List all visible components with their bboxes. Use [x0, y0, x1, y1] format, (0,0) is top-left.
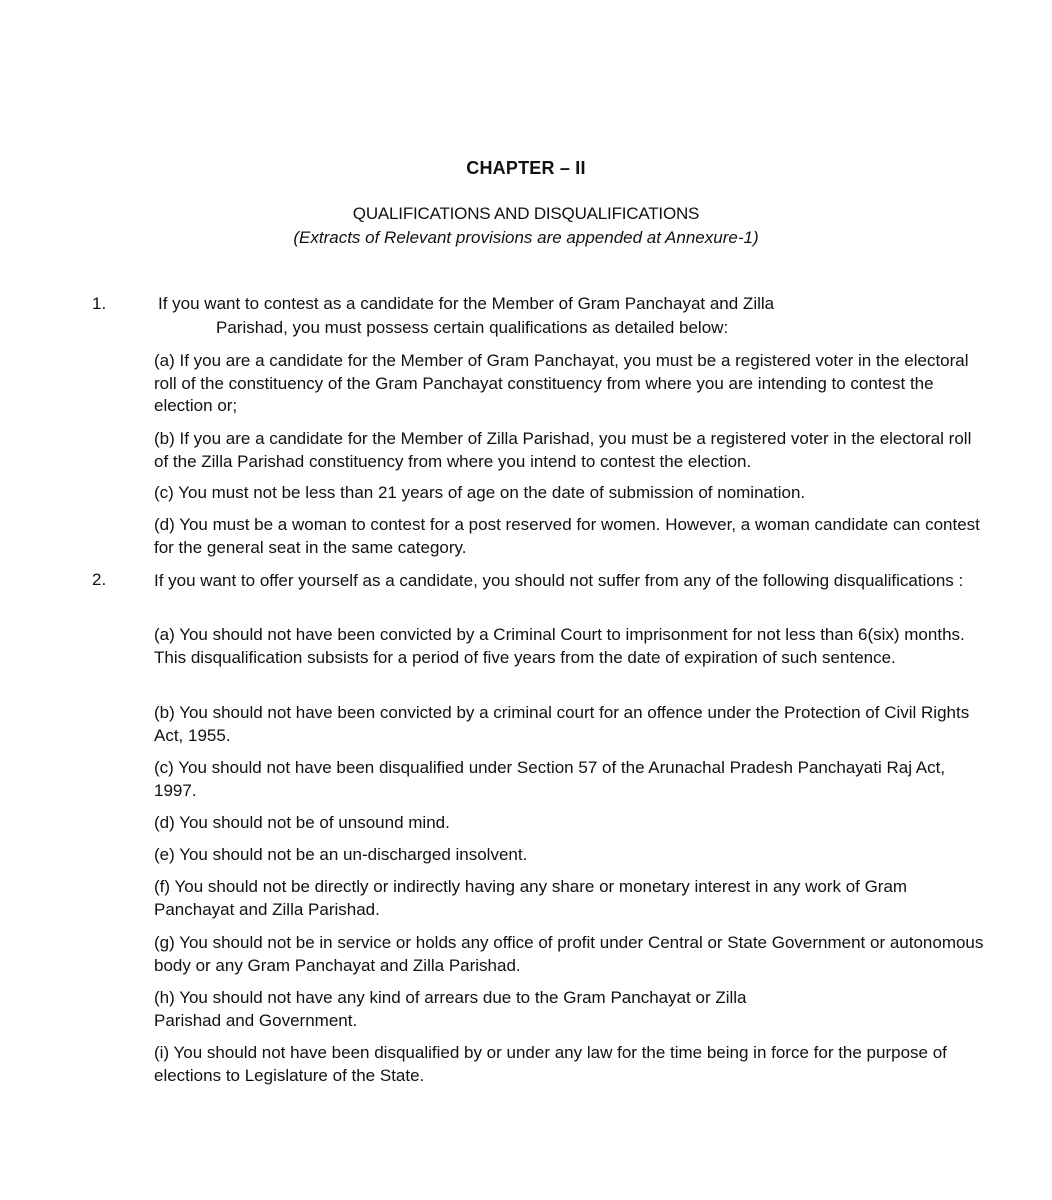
annexure-note: (Extracts of Relevant provisions are appended at Annexure-1) — [293, 228, 759, 247]
item-intro-line: Parishad, you must possess certain qualifications as detailed below: — [216, 318, 729, 337]
item-number: 2. — [92, 570, 107, 589]
clause: (a) If you are a candidate for the Member of Gram Panchayat, you must be a registered voter in the electoral roll of the constituency of the Gram Panchayat constituency from where you are intending to contest the election or; — [154, 351, 969, 415]
clause: (i) You should not have been disqualified by or under any law for the time being in force for the purpose of elections to Legislature of the State. — [154, 1043, 947, 1085]
clause: (a) You should not have been convicted by a Criminal Court to imprisonment for not less than 6(six) months. This disqualification subsists for a period of five years from the date of expiration of such sentence. — [154, 625, 965, 667]
clause: (d) You should not be of unsound mind. — [154, 813, 450, 832]
clause: (h) You should not have any kind of arrears due to the Gram Panchayat or Zilla — [154, 988, 747, 1007]
clause: (c) You must not be less than 21 years of age on the date of submission of nomination. — [154, 483, 806, 502]
section-title: QUALIFICATIONS AND DISQUALIFICATIONS — [352, 204, 700, 223]
clause: (b) If you are a candidate for the Member of Zilla Parishad, you must be a registered voter in the electoral roll of the Zilla Parishad constituency from where you intend to contest the election. — [154, 429, 972, 471]
clause: (b) You should not have been convicted by a criminal court for an offence under the Protection of Civil Rights Act, 1955. — [154, 703, 970, 745]
clause: (d) You must be a woman to contest for a post reserved for women. However, a woman candidate can contest for the general seat in the same category. — [154, 515, 980, 557]
clause: (f) You should not be directly or indirectly having any share or monetary interest in any work of Gram Panchayat and Zilla Parishad. — [154, 877, 908, 919]
item-intro-line: If you want to contest as a candidate for the Member of Gram Panchayat and Zilla — [158, 294, 775, 313]
clause: (e) You should not be an un-discharged insolvent. — [154, 845, 528, 864]
clause: (g) You should not be in service or holds any office of profit under Central or State Government or autonomous body or any Gram Panchayat and Zilla Parishad. — [154, 933, 984, 975]
clause: Parishad and Government. — [154, 1011, 358, 1030]
item-number: 1. — [92, 294, 107, 313]
item-intro: If you want to offer yourself as a candidate, you should not suffer from any of the following disqualifications : — [154, 571, 964, 590]
clause: (c) You should not have been disqualified under Section 57 of the Arunachal Pradesh Panchayati Raj Act, 1997. — [154, 758, 946, 800]
chapter-heading: CHAPTER – II — [466, 158, 586, 178]
